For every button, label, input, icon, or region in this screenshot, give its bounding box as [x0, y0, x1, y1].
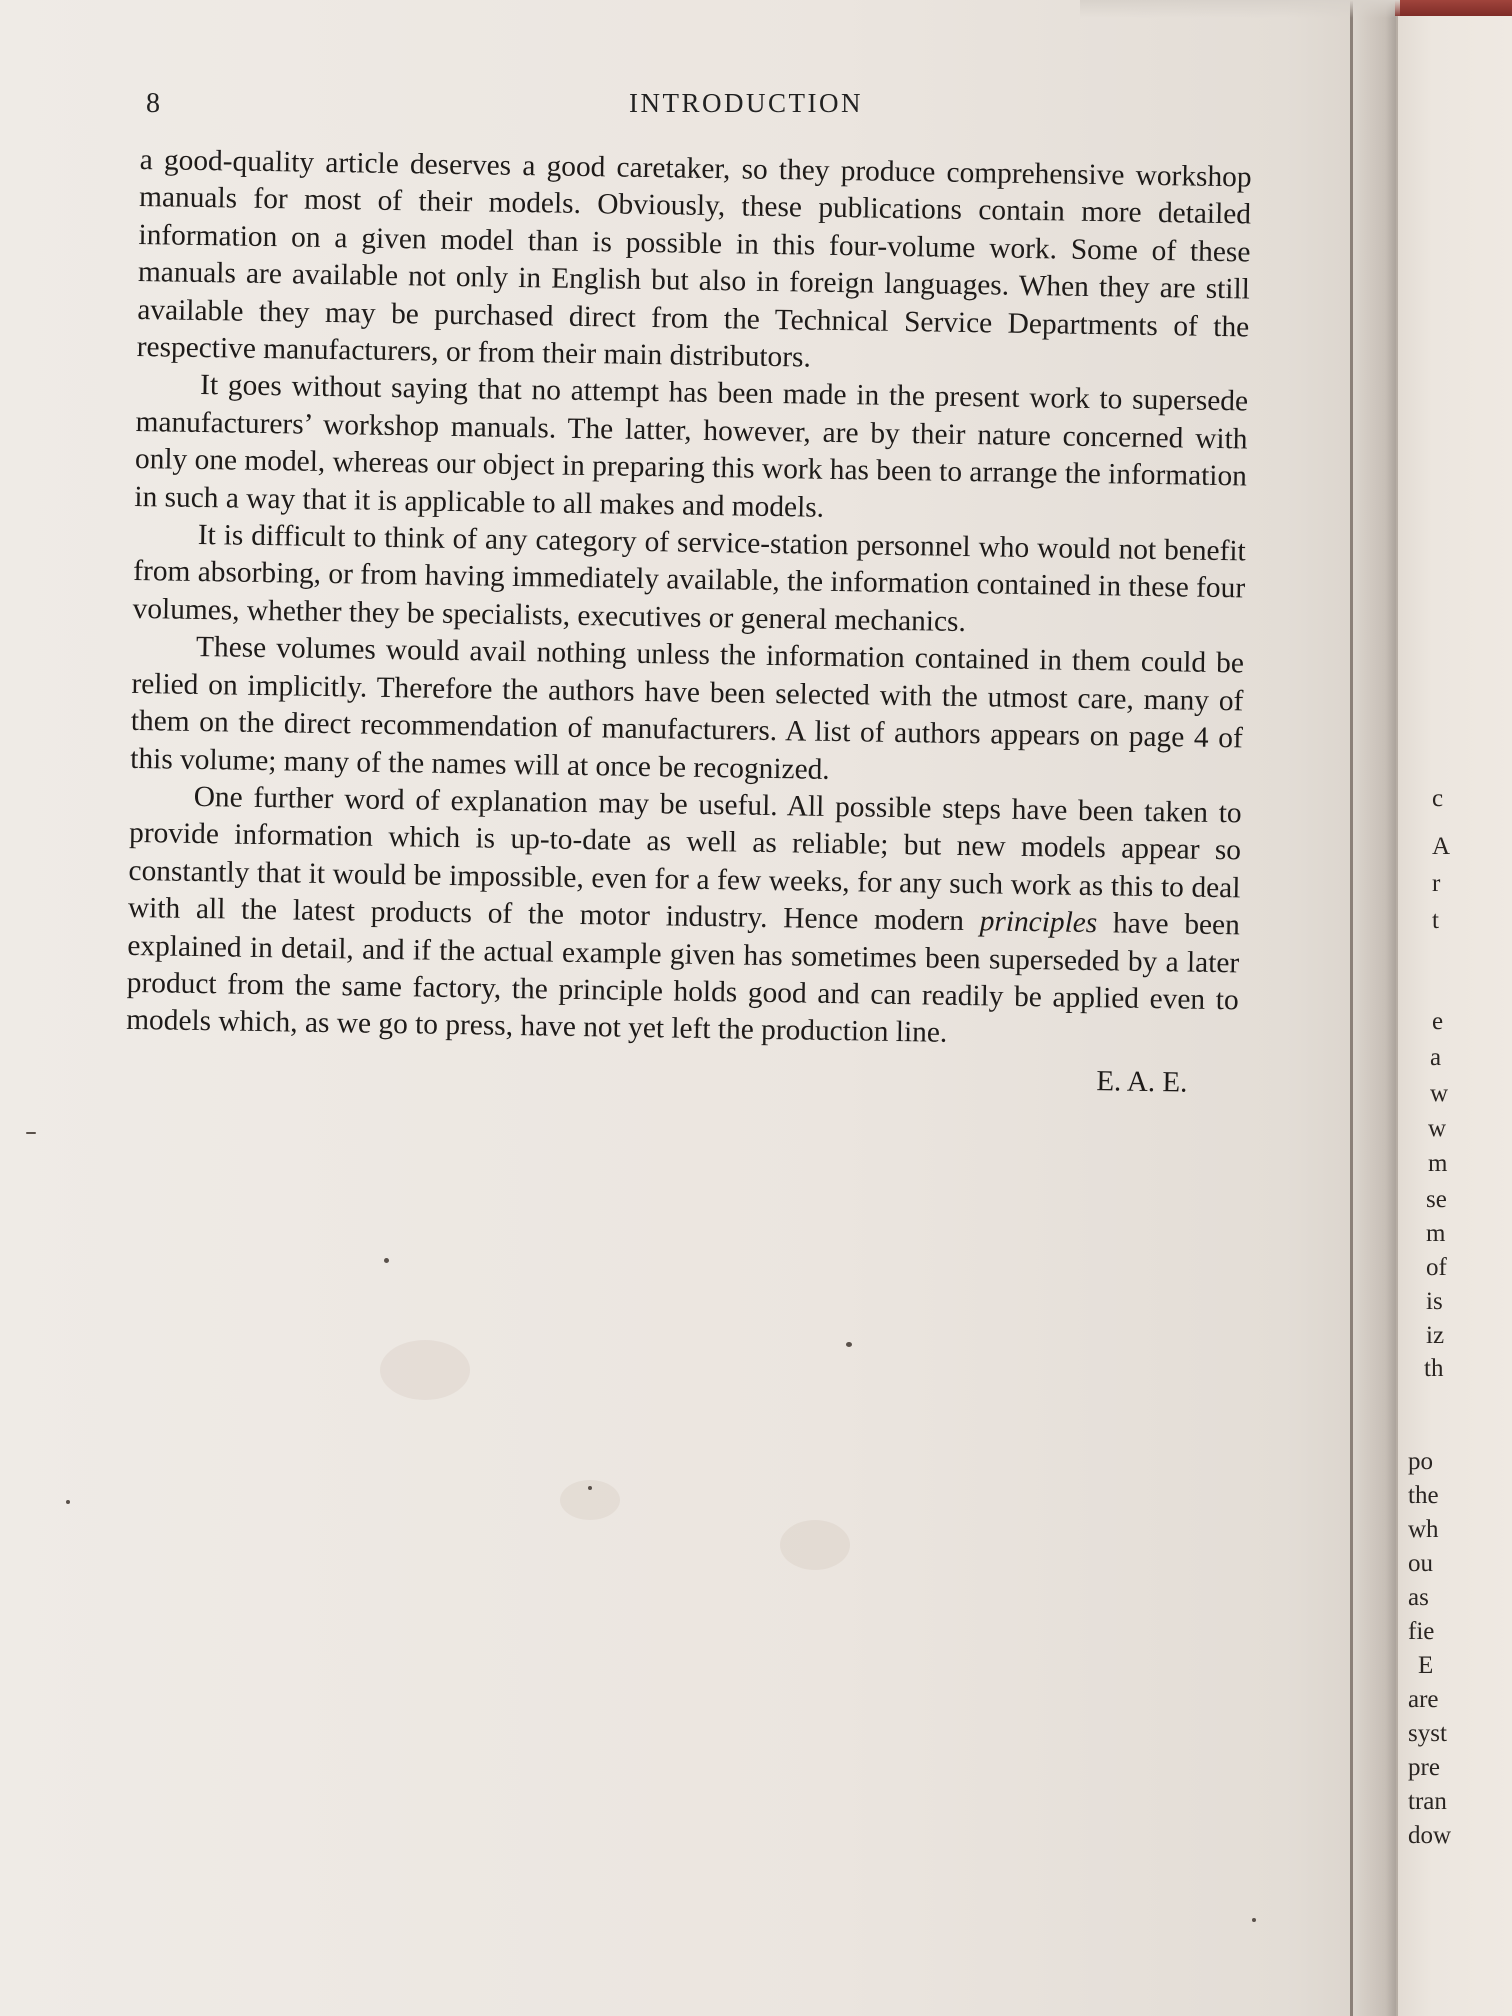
right-page-text-fragment: dow: [1408, 1822, 1452, 1849]
right-page-text-fragment: m: [1428, 1150, 1448, 1177]
right-page-text-fragment: ou: [1408, 1550, 1433, 1577]
right-page-text-fragment: wh: [1408, 1516, 1439, 1543]
right-page-text-fragment: e: [1432, 1008, 1444, 1035]
emphasis-principles: principles: [979, 905, 1098, 940]
right-page-text-fragment: po: [1408, 1448, 1433, 1475]
right-page-text-fragment: c: [1432, 785, 1444, 812]
running-head: INTRODUCTION: [629, 88, 863, 118]
speck: [26, 1132, 36, 1134]
paragraph: a good-quality article deserves a good caretaker, so they produce comprehensive workshop manuals for most of their models. Obviously, these publications contain more detailed information on a given model than is possible in this four-volume work. Some of these manuals are available not only in English but also in foreign languages. When they are still available they may be purchased direct from the Technical Service Departments of the respective manufacturers, or from their main distributors.: [136, 143, 1252, 374]
right-page-text-fragment: are: [1408, 1686, 1439, 1713]
book-cover-corner: [1395, 0, 1512, 16]
right-page-text-fragment: m: [1426, 1220, 1446, 1247]
right-page-text-fragment: tran: [1408, 1788, 1447, 1815]
right-page-text-fragment: se: [1426, 1186, 1447, 1213]
paragraph: [126, 778, 1242, 1057]
right-page-text-fragment: pre: [1408, 1754, 1440, 1781]
paragraph-text: have been explained in detail, and if the actual example given has sometimes been superseded by a later product from the same factory, the principle holds good and can readily be applied even to models which, as we go to press, have not yet left the production line.: [125, 907, 1241, 1050]
speck: [384, 1258, 389, 1263]
right-page-text-fragment: of: [1426, 1254, 1447, 1281]
right-page-text-fragment: t: [1432, 907, 1439, 934]
signature: E. A. E.: [1096, 1064, 1188, 1099]
paragraph: These volumes would avail nothing unless the information contained in them could be relied on implicitly. Therefore the authors have been selected with the utmost care, many of them on the direct recommendation of manufacturers. A list of authors appears on page 4 of this volume; many of the names will at once be recognized.: [130, 631, 1245, 786]
right-page-text-fragment: iz: [1426, 1322, 1445, 1349]
right-page-text-fragment: E: [1418, 1652, 1434, 1679]
right-page-text-fragment: w: [1428, 1115, 1447, 1142]
right-page: [1398, 14, 1512, 2016]
speck: [846, 1342, 852, 1347]
speck: [1252, 1918, 1256, 1922]
speck: [66, 1500, 70, 1504]
right-page-text-fragment: th: [1424, 1355, 1444, 1382]
gutter-line: [1350, 0, 1353, 2016]
spine-shadow: [1352, 0, 1400, 2016]
right-page-text-fragment: A: [1432, 833, 1451, 860]
right-page-text-fragment: w: [1430, 1080, 1449, 1107]
right-page-text-fragment: a: [1430, 1044, 1442, 1071]
right-page-text-fragment: the: [1408, 1482, 1439, 1509]
stain: [380, 1340, 470, 1400]
page-header: [146, 88, 1256, 128]
top-glare: [1080, 0, 1400, 18]
stain: [780, 1520, 850, 1570]
speck: [588, 1486, 592, 1490]
body-text: [125, 142, 1252, 1103]
paragraph: It goes without saying that no attempt has been made in the present work to supersede manufacturers’ workshop manuals. The latter, however, are by their nature concerned with only one model, whereas our object in preparing this work has been to arrange the information in such a way that it is applicable to all makes and models.: [134, 369, 1249, 524]
right-page-text-fragment: fie: [1408, 1618, 1435, 1645]
page-number: 8: [146, 88, 160, 119]
paragraph-text: One further word of explanation may be useful. All possible steps have been taken to provide information which is up-to-date as well as reliable; but new models appear so constantly that it would be impossible, even for a few weeks, for any such work as this to deal with all the latest products of the motor industry. Hence modern: [127, 780, 1242, 938]
right-page-text-fragment: syst: [1408, 1720, 1447, 1747]
right-page-text-fragment: is: [1426, 1288, 1443, 1315]
right-page-text-fragment: r: [1432, 870, 1441, 897]
paragraph: It is difficult to think of any category of service-station personnel who would not benefit from absorbing, or from having immediately available, the information contained in these four volumes, whether they be specialists, executives or general mechanics.: [132, 519, 1246, 638]
right-page-text-fragment: as: [1408, 1584, 1429, 1611]
